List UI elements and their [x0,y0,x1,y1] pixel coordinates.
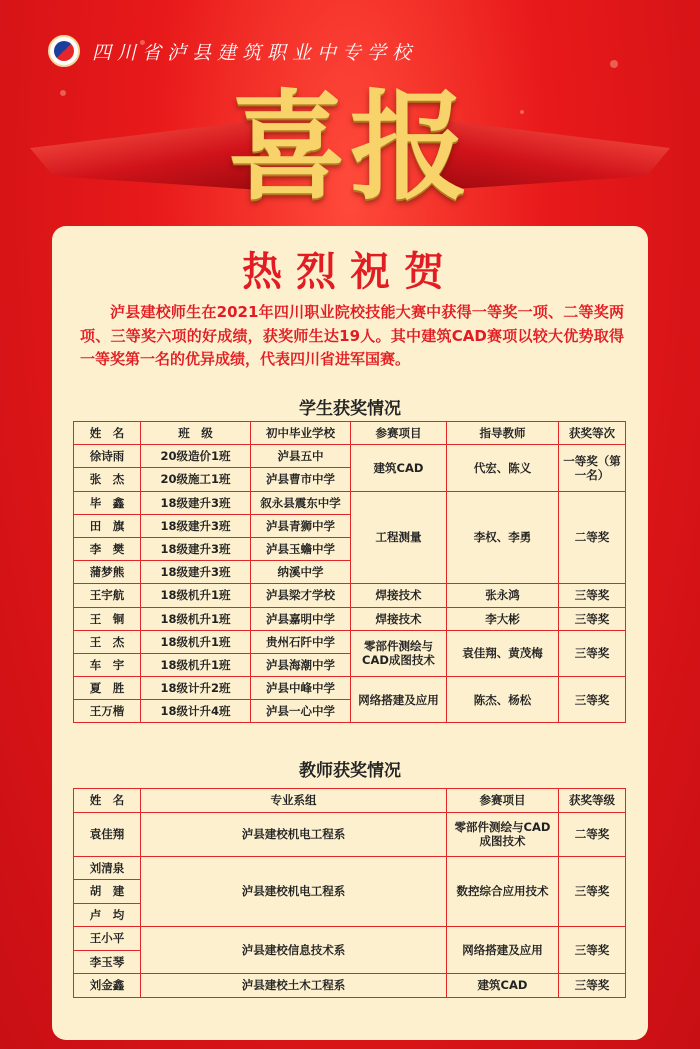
student-class: 18级计升4班 [141,700,251,723]
project-cell: 零部件测绘与CAD成图技术 [351,630,447,676]
teacher-name: 卢 均 [74,903,141,927]
header-cell: 参赛项目 [351,422,447,445]
table-row [74,927,626,951]
award-cell: 二等奖 [559,812,626,856]
project-cell: 工程测量 [351,491,447,584]
teacher-section-title: 教师获奖情况 [299,761,401,781]
student-school: 泸县一心中学 [251,700,351,723]
student-name: 王宇航 [74,584,141,607]
dept-cell: 泸县建校信息技术系 [141,927,447,974]
table-row [74,812,626,856]
header-cell: 专业系组 [141,789,447,813]
award-cell: 二等奖 [559,491,626,584]
teacher-cell: 代宏、陈义 [447,445,559,491]
student-class: 18级机升1班 [141,584,251,607]
student-name: 蒲梦熊 [74,561,141,584]
dept-cell: 泸县建校机电工程系 [141,812,447,856]
award-cell: 三等奖 [559,974,626,998]
award-cell: 一等奖（第一名） [559,445,626,491]
student-name: 徐诗雨 [74,445,141,468]
award-cell: 三等奖 [559,856,626,927]
header-cell: 参赛项目 [447,789,559,813]
student-class: 18级机升1班 [141,630,251,653]
student-class: 18级建升3班 [141,514,251,537]
award-cell: 三等奖 [559,677,626,723]
school-logo-icon [48,35,80,67]
student-class: 18级建升3班 [141,561,251,584]
teacher-name: 胡 建 [74,880,141,904]
student-name: 张 杰 [74,468,141,491]
award-cell: 三等奖 [559,584,626,607]
table-row [74,677,626,700]
student-school: 泸县中峰中学 [251,677,351,700]
intro-paragraph: 泸县建校师生在2021年四川职业院校技能大赛中获得一等奖一项、二等奖两项、三等奖六项的好成绩，获奖师生达19人。其中建筑CAD赛项以较大优势取得一等奖第一名的优异成绩，代表四川省进军国赛。 [80,303,624,368]
project-cell: 焊接技术 [351,607,447,630]
header-cell: 获奖等次 [559,422,626,445]
teacher-name: 刘清泉 [74,856,141,880]
header-cell: 姓 名 [74,422,141,445]
card-title: 热烈祝贺 [242,249,458,295]
student-class: 18级机升1班 [141,653,251,676]
student-name: 李 樊 [74,537,141,560]
student-class: 18级建升3班 [141,537,251,560]
teacher-name: 王小平 [74,927,141,951]
student-school: 泸县玉蟾中学 [251,537,351,560]
student-school: 泸县梁才学校 [251,584,351,607]
school-name: 四川省泸县建筑职业中专学校 [92,41,418,64]
project-cell: 网络搭建及应用 [351,677,447,723]
teacher-cell: 袁佳翔、黄茂梅 [447,630,559,676]
student-school: 泸县海潮中学 [251,653,351,676]
student-name: 车 宇 [74,653,141,676]
student-awards-table [73,421,626,723]
header-cell: 初中毕业学校 [251,422,351,445]
student-class: 20级造价1班 [141,445,251,468]
table-row [74,491,626,514]
award-cell: 三等奖 [559,927,626,974]
student-school: 纳溪中学 [251,561,351,584]
table-row [74,584,626,607]
student-school: 泸县曹市中学 [251,468,351,491]
table-row [74,630,626,653]
header-cell: 指导教师 [447,422,559,445]
student-class: 18级建升3班 [141,491,251,514]
teacher-cell: 张永鸿 [447,584,559,607]
student-name: 王 杰 [74,630,141,653]
dept-cell: 泸县建校土木工程系 [141,974,447,998]
header-cell: 获奖等级 [559,789,626,813]
student-name: 田 旗 [74,514,141,537]
teacher-name: 刘金鑫 [74,974,141,998]
student-school: 泸县青狮中学 [251,514,351,537]
student-school: 贵州石阡中学 [251,630,351,653]
award-cell: 三等奖 [559,630,626,676]
teacher-awards-table [73,788,626,998]
student-school: 泸县嘉明中学 [251,607,351,630]
teacher-cell: 李大彬 [447,607,559,630]
banner-title: 喜报 [227,77,472,216]
project-cell: 数控综合应用技术 [447,856,559,927]
student-name: 夏 胜 [74,677,141,700]
teacher-name: 李玉琴 [74,950,141,974]
project-cell: 建筑CAD [447,974,559,998]
student-name: 毕 鑫 [74,491,141,514]
sparkle [610,60,618,68]
award-cell: 三等奖 [559,607,626,630]
project-cell: 零部件测绘与CAD成图技术 [447,812,559,856]
table-row [74,974,626,998]
teacher-cell: 陈杰、杨松 [447,677,559,723]
announcement-card [52,226,648,1040]
student-section-title: 学生获奖情况 [299,399,401,419]
student-school: 泸县五中 [251,445,351,468]
project-cell: 网络搭建及应用 [447,927,559,974]
teacher-cell: 李权、李勇 [447,491,559,584]
school-header [48,36,417,66]
header-cell: 班 级 [141,422,251,445]
student-class: 20级施工1班 [141,468,251,491]
table-header-row [74,422,626,445]
table-row [74,445,626,468]
student-class: 18级计升2班 [141,677,251,700]
header-cell: 姓 名 [74,789,141,813]
table-header-row [74,789,626,813]
student-school: 叙永县震东中学 [251,491,351,514]
teacher-name: 袁佳翔 [74,812,141,856]
project-cell: 焊接技术 [351,584,447,607]
student-class: 18级机升1班 [141,607,251,630]
dept-cell: 泸县建校机电工程系 [141,856,447,927]
table-row [74,856,626,880]
student-name: 王万楷 [74,700,141,723]
project-cell: 建筑CAD [351,445,447,491]
student-name: 王 铜 [74,607,141,630]
table-row [74,607,626,630]
